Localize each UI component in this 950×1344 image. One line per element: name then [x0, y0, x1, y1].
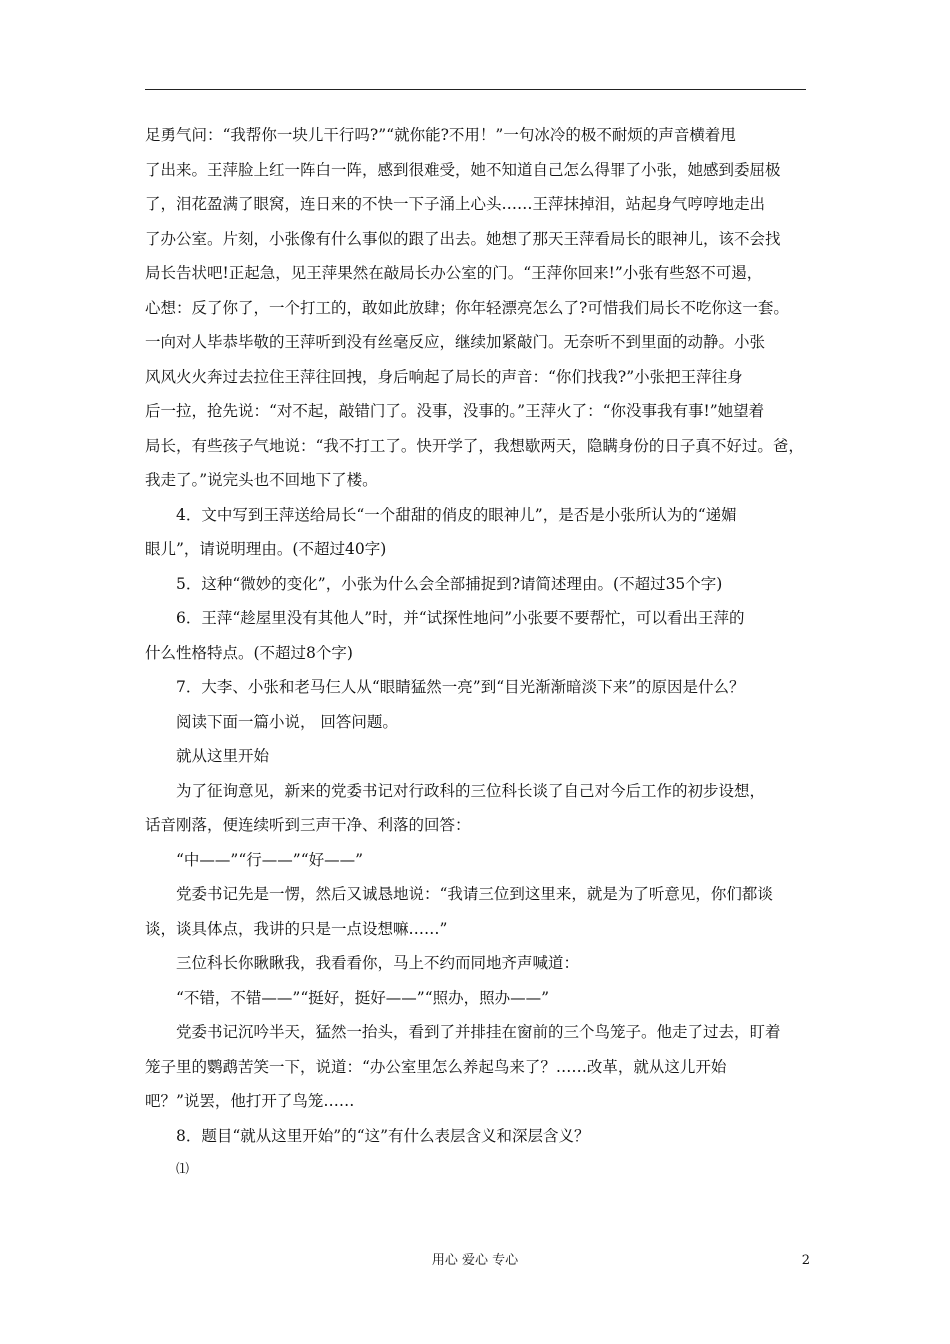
text-line: 我走了。”说完头也不回地下了楼。 [145, 471, 378, 489]
text-line: 心想：反了你了，一个打工的，敢如此放肆；你年轻漂亮怎么了?可惜我们局长不吃你这一套。 [145, 298, 789, 317]
text-line: 后一拉，抢先说：“对不起，敲错门了。没事，没事的。”王萍火了：“你没事我有事!”她望着 [145, 402, 765, 420]
text-line: 为了征询意见，新来的党委书记对行政科的三位科长谈了自己对今后工作的初步设想， [176, 781, 766, 800]
text-line: 笼子里的鹦鹉苦笑一下，说道：“办公室里怎么养起鸟来了？……改革，就从这儿开始 [145, 1057, 727, 1076]
question-6-continued: 什么性格特点。(不超过8个字) [145, 643, 353, 662]
text-line: 局长，有些孩子气地说：“我不打工了。快开学了，我想歇两天，隐瞒身份的日子真不好过。爸， [145, 436, 804, 455]
story-title: 就从这里开始 [176, 747, 270, 765]
text-line: 了办公室。片刻，小张像有什么事似的跟了出去。她想了那天王萍看局长的眼神儿，该不会找 [145, 229, 781, 248]
text-line: “不错，不错——”“挺好，挺好——”“照办，照办——” [176, 988, 550, 1007]
page-number: 2 [801, 1253, 810, 1268]
answer-marker: ⑴ [176, 1162, 190, 1177]
text-line: 风风火火奔过去拉住王萍往回拽，身后响起了局长的声音：“你们找我?”小张把王萍往身 [145, 367, 743, 386]
question-7: 7．大李、小张和老马仨人从“眼睛猛然一亮”到“目光渐渐暗淡下来”的原因是什么？ [176, 678, 745, 696]
text-line: 一向对人毕恭毕敬的王萍听到没有丝毫反应，继续加紧敲门。无奈听不到里面的动静。小张 [145, 333, 766, 351]
header-rule [145, 89, 806, 90]
text-line: 党委书记先是一愣，然后又诚恳地说：“我请三位到这里来，就是为了听意见，你们都谈 [176, 885, 773, 903]
question-4: 4．文中写到王萍送给局长“一个甜甜的俏皮的眼神儿”，是否是小张所认为的“递媚 [176, 505, 737, 524]
text-line: 话音刚落，便连续听到三声干净、利落的回答： [145, 816, 471, 834]
text-line: 谈，谈具体点，我讲的只是一点设想嘛……” [145, 919, 448, 938]
text-line: 三位科长你瞅瞅我，我看看你，马上不约而同地齐声喊道： [176, 954, 580, 972]
text-line: 党委书记沉吟半天，猛然一抬头，看到了并排挂在窗前的三个鸟笼子。他走了过去，盯着 [176, 1023, 781, 1041]
reading-instruction: 阅读下面一篇小说， 回答问题。 [176, 712, 398, 731]
text-line: 局长告状吧!正起急，见王萍果然在敲局长办公室的门。“王萍你回来!”小张有些怒不可遏， [145, 264, 763, 282]
text-line: 吧？”说罢，他打开了鸟笼…… [145, 1092, 355, 1110]
document-body [145, 118, 810, 1188]
question-4-continued: 眼儿”，请说明理由。(不超过40字) [145, 540, 387, 558]
text-line: 了出来。王萍脸上红一阵白一阵，感到很难受，她不知道自己怎么得罪了小张，她感到委屈极 [145, 160, 781, 179]
text-line: 了，泪花盈满了眼窝，连日来的不快一下子涌上心头……王萍抹掉泪，站起身气哼哼地走出 [145, 195, 766, 213]
question-6: 6．王萍“趁屋里没有其他人”时，并“试探性地问”小张要不要帮忙，可以看出王萍的 [176, 609, 745, 627]
question-8: 8．题目“就从这里开始”的“这”有什么表层含义和深层含义？ [176, 1126, 590, 1145]
text-line: “中——”“行——”“好——” [176, 850, 364, 869]
text-line: 足勇气问：“我帮你一块儿干行吗?”“就你能?不用！”一句冰冷的极不耐烦的声音横着甩 [145, 126, 736, 144]
footer-motto: 用心 爱心 专心 [431, 1253, 519, 1268]
question-5: 5．这种“微妙的变化”，小张为什么会全部捕捉到?请简述理由。(不超过35个字) [176, 574, 723, 593]
